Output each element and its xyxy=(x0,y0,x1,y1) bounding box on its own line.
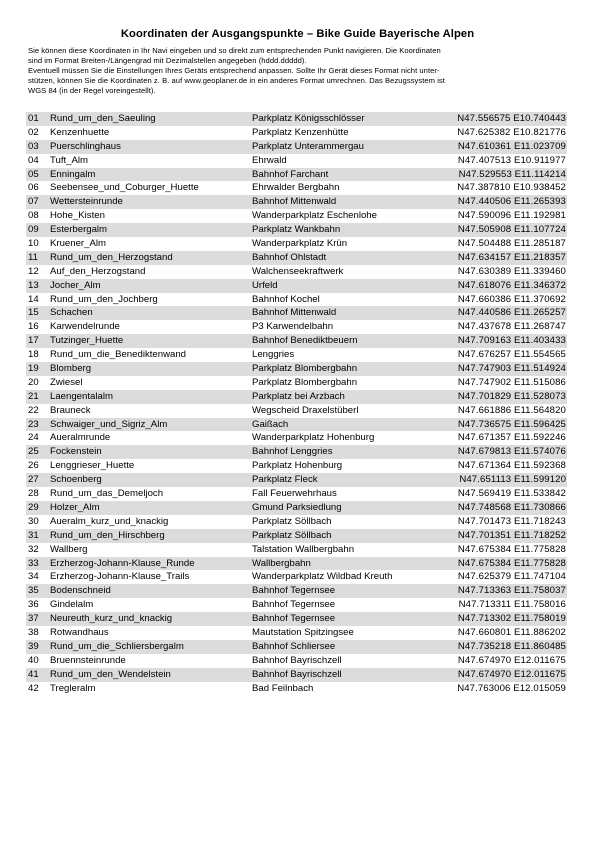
table-row xyxy=(26,654,567,668)
coordinates: N47.590096 E11.192981 xyxy=(457,210,566,222)
route-number: 36 xyxy=(28,599,39,611)
table-row xyxy=(26,459,567,473)
coordinates: N47.661886 E11.564820 xyxy=(457,404,566,416)
start-point: Bahnhof Benediktbeuern xyxy=(252,335,358,347)
coordinates: N47.569419 E11.533842 xyxy=(457,488,566,500)
route-number: 31 xyxy=(28,529,39,541)
route-number: 22 xyxy=(28,404,39,416)
route-name: Erzherzog-Johann-Klause_Runde xyxy=(50,557,195,569)
start-point: Bahnhof Tegernsee xyxy=(252,613,336,625)
route-number: 14 xyxy=(28,293,39,305)
route-number: 26 xyxy=(28,460,39,472)
coordinates: N47.625382 E10.821776 xyxy=(457,126,566,138)
route-number: 01 xyxy=(28,113,39,124)
coordinates: N47.504488 E11.285187 xyxy=(457,238,566,250)
route-name: Tuft_Alm xyxy=(50,154,89,166)
intro-line: stützen, können Sie die Koordinaten z. B. auf www.geoplaner.de in ein anderes Format umrechnen. Das Bezugssystem ist xyxy=(28,76,445,85)
route-name: Schoenberg xyxy=(50,474,102,486)
route-number: 15 xyxy=(28,307,39,319)
table-row xyxy=(26,445,567,459)
coordinates: N47.674970 E12.011675 xyxy=(457,654,566,666)
coordinates: N47.630389 E11.339460 xyxy=(457,265,566,277)
route-number: 09 xyxy=(28,224,39,236)
route-name: Wettersteinrunde xyxy=(50,196,123,208)
route-number: 38 xyxy=(28,626,39,638)
route-name: Rund_um_den_Wendelstein xyxy=(50,668,171,680)
table-row xyxy=(26,418,567,432)
route-number: 13 xyxy=(28,279,39,291)
route-number: 37 xyxy=(28,613,39,625)
route-number: 27 xyxy=(28,474,39,486)
route-number: 39 xyxy=(28,640,39,652)
table-row xyxy=(26,320,567,334)
coordinates: N47.618076 E11.346372 xyxy=(457,279,566,291)
coordinates: N47.440506 E11.265393 xyxy=(457,196,566,208)
route-number: 42 xyxy=(28,682,39,694)
coordinates: N47.736575 E11.596425 xyxy=(457,418,566,430)
coordinates: N47.556575 E10.740443 xyxy=(457,113,566,124)
route-number: 03 xyxy=(28,140,39,152)
route-name: Hohe_Kisten xyxy=(50,210,105,222)
route-name: Zwiesel xyxy=(50,376,83,388)
route-name: Rund_um_den_Herzogstand xyxy=(50,251,173,263)
start-point: Walchenseekraftwerk xyxy=(252,265,344,277)
route-number: 11 xyxy=(28,251,38,263)
route-name: Fockenstein xyxy=(50,446,102,458)
route-name: Schwaiger_und_Sigriz_Alm xyxy=(50,418,168,430)
start-point: Wanderparkplatz Hohenburg xyxy=(252,432,375,444)
start-point: Bahnhof Bayrischzell xyxy=(252,654,342,666)
route-name: Holzer_Alm xyxy=(50,501,100,513)
coordinates: N47.701829 E11.528073 xyxy=(457,390,566,402)
table-row xyxy=(26,265,567,279)
coordinates: N47.671357 E11.592246 xyxy=(457,432,566,444)
start-point: Ehrwalder Bergbahn xyxy=(252,182,340,194)
table-row xyxy=(26,376,567,390)
route-name: Blomberg xyxy=(50,363,92,375)
table-row xyxy=(26,237,567,251)
coordinates: N47.713311 E11.758016 xyxy=(458,599,566,611)
table-row xyxy=(26,404,567,418)
start-point: Parkplatz bei Arzbach xyxy=(252,390,345,402)
route-number: 10 xyxy=(28,238,39,250)
coordinates: N47.675384 E11.775828 xyxy=(457,557,566,569)
route-name: Auf_den_Herzogstand xyxy=(50,265,146,277)
route-number: 12 xyxy=(28,265,39,277)
start-point: Bahnhof Farchant xyxy=(252,168,329,180)
page-title: Koordinaten der Ausgangspunkte – Bike Guide Bayerische Alpen xyxy=(120,28,475,40)
route-name: Rotwandhaus xyxy=(50,626,109,638)
start-point: Lenggries xyxy=(252,349,295,361)
route-name: Tregleralm xyxy=(50,682,96,694)
intro-line: Sie können diese Koordinaten in Ihr Navi eingeben und so direkt zum entsprechenden Punkt navigieren. Die Koordinaten xyxy=(28,46,441,55)
route-name: Seebensee_und_Coburger_Huette xyxy=(50,182,199,194)
table-row xyxy=(26,473,567,487)
route-number: 07 xyxy=(28,196,39,208)
start-point: Bahnhof Mittenwald xyxy=(252,307,337,319)
table-row xyxy=(26,515,567,529)
table-row xyxy=(26,348,567,362)
table-row xyxy=(26,570,567,584)
start-point: Bahnhof Lenggries xyxy=(252,446,333,458)
start-point: Bahnhof Bayrischzell xyxy=(252,668,342,680)
route-number: 21 xyxy=(28,390,39,402)
table-row xyxy=(26,209,567,223)
start-point: Fall Feuerwehrhaus xyxy=(252,488,337,500)
table-row xyxy=(26,612,567,626)
table-row xyxy=(26,584,567,598)
route-number: 28 xyxy=(28,488,39,500)
route-name: Bruennsteinrunde xyxy=(50,654,126,666)
table-row xyxy=(26,668,567,682)
route-number: 05 xyxy=(28,168,39,180)
route-name: Rund_um_den_Hirschberg xyxy=(50,529,165,541)
start-point: Bahnhof Mittenwald xyxy=(252,196,337,208)
route-name: Rund_um_den_Jochberg xyxy=(50,293,158,305)
route-name: Bodenschneid xyxy=(50,585,111,597)
start-point: Bahnhof Ohlstadt xyxy=(252,251,327,263)
start-point: Parkplatz Söllbach xyxy=(252,515,332,527)
table-row xyxy=(26,140,567,154)
coordinates: N47.625379 E11.747104 xyxy=(457,571,566,583)
table-row xyxy=(26,501,567,515)
coordinates: N47.713302 E11.758019 xyxy=(457,613,566,625)
route-name: Aueralmrunde xyxy=(50,432,111,444)
table-row xyxy=(26,306,567,320)
route-name: Aueralm_kurz_und_knackig xyxy=(50,515,169,527)
coordinates: N47.748568 E11.730866 xyxy=(457,501,566,513)
route-number: 41 xyxy=(28,668,39,680)
table-row xyxy=(26,529,567,543)
route-name: Brauneck xyxy=(50,404,91,416)
route-number: 17 xyxy=(28,335,39,347)
route-name: Enningalm xyxy=(50,168,96,180)
route-name: Laengentalalm xyxy=(50,390,113,402)
start-point: Parkplatz Blombergbahn xyxy=(252,376,358,388)
table-row xyxy=(26,112,567,126)
start-point: Parkplatz Blombergbahn xyxy=(252,363,358,375)
start-point: Parkplatz Kenzenhütte xyxy=(252,126,349,138)
coordinates: N47.747902 E11.515086 xyxy=(457,376,566,388)
route-name: Karwendelrunde xyxy=(50,321,120,333)
route-number: 35 xyxy=(28,585,39,597)
route-number: 29 xyxy=(28,501,39,513)
intro-line: WGS 84 (in der Regel voreingestellt). xyxy=(28,86,156,95)
start-point: Talstation Wallbergbahn xyxy=(252,543,355,555)
start-point: Wegscheid Draxelstüberl xyxy=(252,404,359,416)
start-point: Parkplatz Hohenburg xyxy=(252,460,343,472)
table-row xyxy=(26,223,567,237)
table-row xyxy=(26,154,567,168)
table-row xyxy=(26,682,567,696)
route-name: Kenzenhuette xyxy=(50,126,110,138)
route-number: 25 xyxy=(28,446,39,458)
route-number: 18 xyxy=(28,349,39,361)
coordinates: N47.610361 E11.023709 xyxy=(457,140,566,152)
start-point: Parkplatz Fleck xyxy=(252,474,318,486)
start-point: Bad Feilnbach xyxy=(252,682,314,694)
coordinates: N47.660386 E11.370692 xyxy=(457,293,566,305)
coordinates: N47.713363 E11.758037 xyxy=(457,585,566,597)
route-number: 30 xyxy=(28,515,39,527)
route-number: 23 xyxy=(28,418,39,430)
coordinates: N47.505908 E11.107724 xyxy=(457,224,566,236)
coordinates: N47.675384 E11.775828 xyxy=(457,543,566,555)
table-row xyxy=(26,487,567,501)
intro-line: Eventuell müssen Sie die Einstellungen Ihres Geräts entsprechend anpassen. Sollte Ihr Gerät dieses Format nicht unter- xyxy=(28,66,440,75)
coordinates: N47.735218 E11.860485 xyxy=(457,640,566,652)
coordinates: N47.387810 E10.938452 xyxy=(457,182,566,194)
route-name: Tutzinger_Huette xyxy=(50,335,124,347)
start-point: Parkplatz Söllbach xyxy=(252,529,332,541)
table-row xyxy=(26,626,567,640)
coordinates: N47.671364 E11.592368 xyxy=(457,460,566,472)
start-point: Urfeld xyxy=(252,279,278,291)
route-number: 24 xyxy=(28,432,39,444)
route-name: Rund_um_die_Benediktenwand xyxy=(50,349,187,361)
route-number: 08 xyxy=(28,210,39,222)
coordinates-table xyxy=(26,112,567,695)
coordinates: N47.407513 E10.911977 xyxy=(457,154,566,166)
route-name: Puerschlinghaus xyxy=(50,140,121,152)
coordinates: N47.660801 E11.886202 xyxy=(457,626,566,638)
coordinates: N47.651113 E11.599120 xyxy=(459,474,566,486)
start-point: Bahnhof Tegernsee xyxy=(252,599,336,611)
route-name: Jocher_Alm xyxy=(50,279,101,291)
start-point: P3 Karwendelbahn xyxy=(252,321,334,333)
table-row xyxy=(26,640,567,654)
coordinates: N47.440586 E11.265257 xyxy=(457,307,566,319)
start-point: Wanderparkplatz Eschenlohe xyxy=(252,210,377,222)
table-row xyxy=(26,168,567,182)
route-name: Schachen xyxy=(50,307,93,319)
coordinates: N47.674970 E12.011675 xyxy=(457,668,566,680)
coordinates: N47.747903 E11.514924 xyxy=(457,363,566,375)
table-row xyxy=(26,598,567,612)
coordinates: N47.676257 E11.554565 xyxy=(457,349,566,361)
table-row xyxy=(26,251,567,265)
route-name: Wallberg xyxy=(50,543,88,555)
route-number: 33 xyxy=(28,557,39,569)
route-name: Esterbergalm xyxy=(50,224,108,236)
route-number: 32 xyxy=(28,543,39,555)
coordinates: N47.529553 E11.114214 xyxy=(458,168,566,180)
table-row xyxy=(26,181,567,195)
table-row xyxy=(26,557,567,571)
table-row xyxy=(26,293,567,307)
table-row xyxy=(26,195,567,209)
table-row xyxy=(26,362,567,376)
start-point: Wanderparkplatz Wildbad Kreuth xyxy=(252,571,393,583)
route-number: 19 xyxy=(28,363,39,375)
table-row xyxy=(26,279,567,293)
start-point: Bahnhof Kochel xyxy=(252,293,320,305)
start-point: Bahnhof Schliersee xyxy=(252,640,336,652)
route-name: Rund_um_den_Saeuling xyxy=(50,113,156,124)
route-name: Rund_um_die_Schliersbergalm xyxy=(50,640,184,652)
intro-text xyxy=(28,46,568,96)
start-point: Mautstation Spitzingsee xyxy=(252,626,354,638)
start-point: Ehrwald xyxy=(252,154,287,166)
start-point: Gaißach xyxy=(252,418,289,430)
route-number: 20 xyxy=(28,376,39,388)
route-number: 04 xyxy=(28,154,39,166)
start-point: Parkplatz Königsschlösser xyxy=(252,113,365,124)
start-point: Wallbergbahn xyxy=(252,557,311,569)
route-number: 16 xyxy=(28,321,39,333)
route-number: 02 xyxy=(28,126,39,138)
route-name: Rund_um_das_Demeljoch xyxy=(50,488,164,500)
start-point: Parkplatz Unterammergau xyxy=(252,140,364,152)
route-name: Neureuth_kurz_und_knackig xyxy=(50,613,173,625)
coordinates: N47.701351 E11.718252 xyxy=(457,529,566,541)
route-name: Kruener_Alm xyxy=(50,238,106,250)
route-number: 34 xyxy=(28,571,39,583)
table-row xyxy=(26,334,567,348)
route-name: Gindelalm xyxy=(50,599,94,611)
coordinates: N47.437678 E11.268747 xyxy=(457,321,566,333)
route-number: 06 xyxy=(28,182,39,194)
start-point: Wanderparkplatz Krün xyxy=(252,238,348,250)
start-point: Bahnhof Tegernsee xyxy=(252,585,336,597)
table-row xyxy=(26,431,567,445)
start-point: Parkplatz Wankbahn xyxy=(252,224,341,236)
coordinates: N47.679813 E11.574076 xyxy=(457,446,566,458)
start-point: Gmund Parksiedlung xyxy=(252,501,342,513)
route-name: Erzherzog-Johann-Klause_Trails xyxy=(50,571,190,583)
route-number: 40 xyxy=(28,654,39,666)
coordinates: N47.709163 E11.403433 xyxy=(457,335,566,347)
route-name: Lenggrieser_Huette xyxy=(50,460,135,472)
intro-line: sind im Format Breiten-/Längengrad mit Dezimalstellen angegeben (hddd.ddddd). xyxy=(28,56,307,65)
coordinates: N47.634157 E11.218357 xyxy=(457,251,566,263)
table-row xyxy=(26,126,567,140)
table-row xyxy=(26,543,567,557)
coordinates: N47.701473 E11.718243 xyxy=(457,515,566,527)
table-row xyxy=(26,390,567,404)
coordinates: N47.763006 E12.015059 xyxy=(457,682,566,694)
